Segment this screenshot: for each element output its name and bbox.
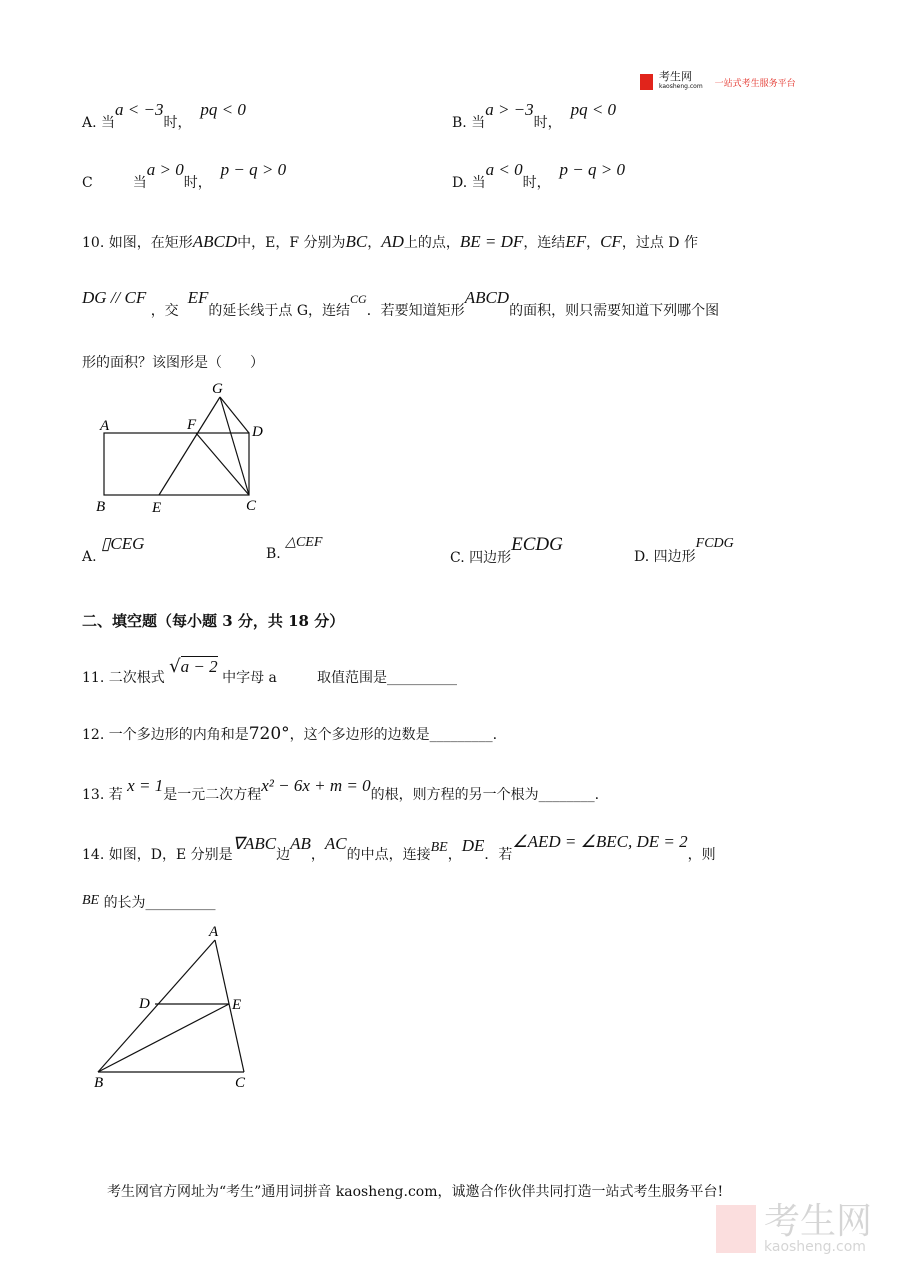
- logo-domain: kaosheng.com: [659, 83, 703, 90]
- label-e: E: [152, 500, 162, 516]
- q10-line2: DG // CF ，交 EF的延长线于点 G，连结CG．若要知道矩形ABCD的面积，则只需要知道下列哪个图: [82, 288, 720, 319]
- label-d: D: [139, 996, 150, 1012]
- label-c: C: [246, 498, 257, 514]
- q10-line1: 10. 如图，在矩形ABCD中，E，F 分别为BC，AD上的点，BE = DF，连结EF，CF，过点 D 作: [82, 232, 698, 251]
- label-c: C: [235, 1075, 246, 1091]
- section-title: 二、填空题（每小题 3 分，共 18 分）: [82, 612, 345, 630]
- q10-option-a: A. ▯CEG: [82, 534, 145, 565]
- label-g: G: [212, 381, 223, 397]
- q10-line3: 形的面积？该图形是（ ）: [82, 355, 264, 371]
- label-a: A: [209, 924, 219, 940]
- q14-line1: 14. 如图，D，E 分别是∇ABC边AB，AC的中点，连接BE，DE．若∠AED = ∠BEC, DE = 2，则: [82, 832, 716, 863]
- watermark-logo-icon: [716, 1205, 756, 1253]
- q11: 11. 二次根式 √a − 2 中字母 a 取值范围是__________: [82, 656, 457, 686]
- q9-option-a: A. 当a < −3时， pq < 0: [82, 100, 246, 131]
- label-d: D: [252, 424, 263, 440]
- q9-option-d: D. 当a < 0时， p − q > 0: [452, 160, 625, 191]
- q9-option-c: C 当a > 0时， p − q > 0: [82, 160, 287, 191]
- q10-option-c: C. 四边形ECDG: [450, 534, 563, 566]
- q9-option-b: B. 当a > −3时， pq < 0: [452, 100, 617, 131]
- q12: 12. 一个多边形的内角和是720°，这个多边形的边数是_________.: [82, 724, 498, 744]
- slogan: 一站式考生服务平台: [714, 78, 796, 89]
- label-b: B: [94, 1075, 104, 1091]
- footer-text: 考生网官方网址为“考生”通用词拼音 kaosheng.com，诚邀合作伙伴共同打造一站式考生服务平台!: [107, 1184, 724, 1200]
- q10-option-d: D. 四边形FCDG: [634, 536, 734, 565]
- label-e: E: [232, 997, 242, 1013]
- sqrt-icon: √a − 2: [169, 656, 218, 677]
- watermark: 考生网 kaosheng.com: [716, 1204, 872, 1254]
- logo-name: 考生网: [659, 70, 692, 83]
- q10-option-b: B. △CEF: [266, 535, 323, 562]
- label-f: F: [187, 417, 197, 433]
- label-b: B: [96, 499, 106, 515]
- q14-line2: BE 的长为__________: [82, 893, 216, 911]
- label-a: A: [100, 418, 110, 434]
- q13: 13. 若 x = 1是一元二次方程x² − 6x + m = 0的根，则方程的另一个根为________.: [82, 776, 600, 803]
